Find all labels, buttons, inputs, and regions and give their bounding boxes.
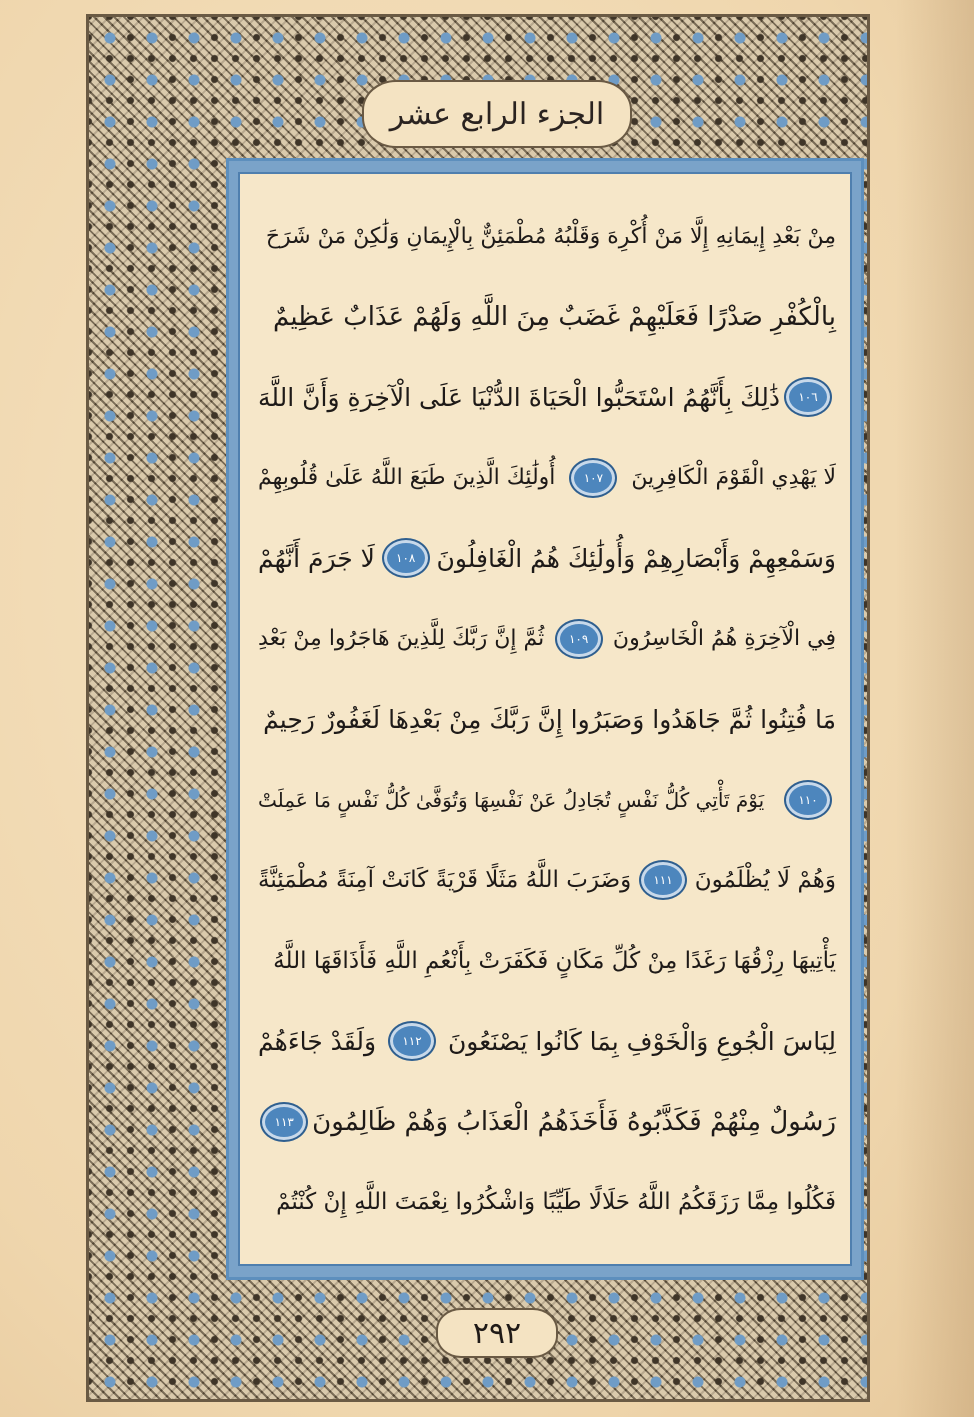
verse-text: رَسُولٌ مِنْهُمْ فَكَذَّبُوهُ فَأَخَذَهُمُ الْعَذَابُ وَهُمْ ظَالِمُونَ xyxy=(312,1106,836,1137)
verse-text: ذَٰلِكَ بِأَنَّهُمُ اسْتَحَبُّوا الْحَيَاةَ الدُّنْيَا عَلَى الْآخِرَةِ وَأَنَّ اللَّهَ xyxy=(257,382,780,412)
verse-text: وَهُمْ لَا يُظْلَمُونَ xyxy=(694,867,836,894)
text-line xyxy=(258,357,836,438)
verse-text: لِبَاسَ الْجُوعِ وَالْخَوْفِ بِمَا كَانُوا يَصْنَعُونَ xyxy=(447,1026,836,1056)
text-line xyxy=(258,438,836,519)
verse-text: ثُمَّ إِنَّ رَبَّكَ لِلَّذِينَ هَاجَرُوا مِنْ بَعْدِ xyxy=(258,626,545,652)
text-line xyxy=(258,1162,836,1243)
text-line xyxy=(258,196,836,277)
verse-text: يَوْمَ تَأْتِي كُلُّ نَفْسٍ تُجَادِلُ عَنْ نَفْسِهَا وَتُوَفَّىٰ كُلُّ نَفْسٍ مَا عَمِلَتْ xyxy=(258,787,765,812)
verse-text: أُولَٰئِكَ الَّذِينَ طَبَعَ اللَّهُ عَلَىٰ قُلُوبِهِمْ xyxy=(258,465,556,491)
juz-title: الجزء الرابع عشر xyxy=(389,96,605,132)
ayah-number-marker: ١٠٩ xyxy=(557,621,601,657)
text-line xyxy=(258,1082,836,1163)
verse-text: وَلَقَدْ جَاءَهُمْ xyxy=(258,1026,377,1056)
verse-text: مَا فُتِنُوا ثُمَّ جَاهَدُوا وَصَبَرُوا إِنَّ رَبَّكَ مِنْ بَعْدِهَا لَغَفُورٌ رَحِيمٌ xyxy=(263,704,836,734)
verse-text: فَكُلُوا مِمَّا رَزَقَكُمُ اللَّهُ حَلَالًا طَيِّبًا وَاشْكُرُوا نِعْمَتَ اللَّهِ إِنْ كُنْتُمْ xyxy=(276,1189,836,1216)
verse-text: مِنْ بَعْدِ إِيمَانِهِ إِلَّا مَنْ أُكْرِهَ وَقَلْبُهُ مُطْمَئِنٌّ بِالْإِيمَانِ وَلَٰكِنْ مَنْ شَرَحَ xyxy=(265,223,836,249)
verse-text: يَأْتِيهَا رِزْقُهَا رَغَدًا مِنْ كُلِّ مَكَانٍ فَكَفَرَتْ بِأَنْعُمِ اللَّهِ فَأَذَاقَهَا اللَّهُ xyxy=(273,947,836,974)
verse-text: بِالْكُفْرِ صَدْرًا فَعَلَيْهِمْ غَضَبٌ مِنَ اللَّهِ وَلَهُمْ عَذَابٌ عَظِيمٌ xyxy=(273,301,836,332)
page-number-cartouche xyxy=(436,1308,558,1358)
ayah-number-marker: ١١٣ xyxy=(262,1104,306,1140)
ayah-number-marker: ١٠٨ xyxy=(384,540,428,576)
text-line xyxy=(258,840,836,921)
ayah-number-marker: ١١٢ xyxy=(390,1023,434,1059)
ayah-number-marker: ١١١ xyxy=(641,862,685,898)
text-line xyxy=(258,277,836,358)
verse-text: لَا يَهْدِي الْقَوْمَ الْكَافِرِينَ xyxy=(631,465,836,491)
quran-text xyxy=(258,196,836,1243)
verse-text: وَضَرَبَ اللَّهُ مَثَلًا قَرْيَةً كَانَتْ آمِنَةً مُطْمَئِنَّةً xyxy=(258,867,632,894)
ayah-number-marker: ١٠٧ xyxy=(571,460,615,496)
verse-text: فِي الْآخِرَةِ هُمُ الْخَاسِرُونَ xyxy=(612,626,836,652)
ayah-number-marker: ١٠٦ xyxy=(786,379,830,415)
verse-text: لَا جَرَمَ أَنَّهُمْ xyxy=(258,543,375,573)
verse-text: وَسَمْعِهِمْ وَأَبْصَارِهِمْ وَأُولَٰئِكَ هُمُ الْغَافِلُونَ xyxy=(436,543,836,573)
text-line xyxy=(258,921,836,1002)
juz-title-cartouche xyxy=(362,80,632,148)
ayah-number-marker: ١١٠ xyxy=(786,782,830,818)
text-line xyxy=(258,518,836,599)
text-line xyxy=(258,679,836,760)
page-number: ٢٩٢ xyxy=(472,1315,522,1351)
text-line xyxy=(258,1001,836,1082)
text-line xyxy=(258,599,836,680)
text-line xyxy=(258,760,836,841)
